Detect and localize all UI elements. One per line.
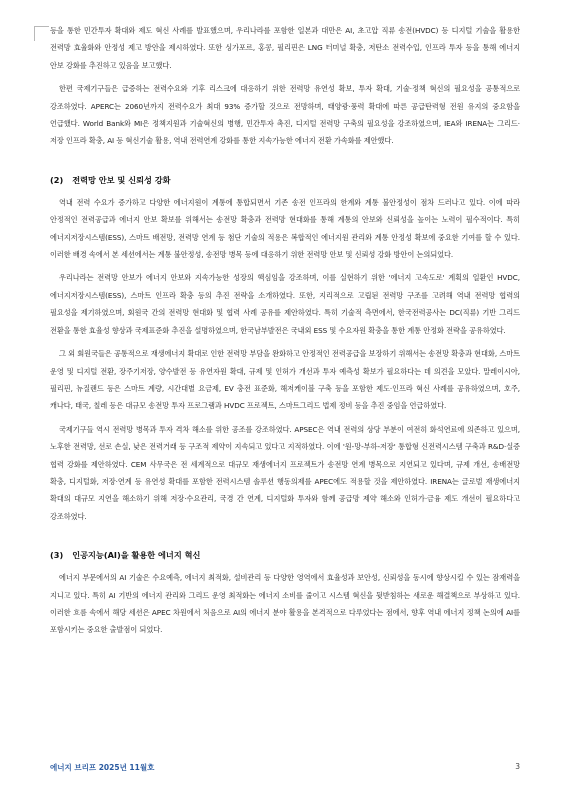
section-title: 인공지능(AI)을 활용한 에너지 혁신 [72,550,201,561]
page-body [50,22,520,645]
corner-mark [34,26,49,41]
footer-publication-title: 에너지 브리프 2025년 11월호 [50,763,155,772]
body-paragraph: 한편 국제기구들은 급증하는 전력수요와 기후 리스크에 대응하기 위한 전력망 유연성 확보, 투자 확대, 기술·정책 혁신의 필요성을 공통적으로 강조하였다. APERC는 2060년까지 전력수요가 최대 93% 증가할 것으로 전망하며, 태양광·풍력 확대에 따른 공급탄력형 전원 유지의 중요함을 언급했다. World Bank와 MI은 정책지원과 기술혁신의 병행, 민간투자 촉진, 디지털 전력망 구축의 필요성을 강조하였으며, IEA와 IRENA는 그리드·저장 인프라 확충, AI 등 혁신기술 활용, 역내 전력연계 강화를 통한 지속가능한 에너지 전환 가속화를 제안했다. [50,84,520,146]
body-paragraph: 우리나라는 전력망 안보가 에너지 안보와 지속가능한 성장의 핵심임을 강조하며, 이를 실현하기 위한 '에너지 고속도로' 계획의 일환인 HVDC, 에너지저장시스템(ESS), 스마트 인프라 확충 등의 추진 전략을 소개하였다. 또한, 지리적으로 고립된 전력망 구조를 고려해 역내 전력망 협력의 필요성을 제기하였으며, 회원국 간의 전력망 현대화 및 협력 사례 공유를 제안하였다. 특히 기술적 측면에서, 한국전력공사는 DC(직류) 기반 그리드 전환을 통한 효율성 향상과 국제표준화 추진을 설명하였으며, 한국남부발전은 국내외 ESS 및 수요자원 확충을 통한 계통 안정화 전략을 공유하였다. [50,273,520,335]
body-paragraph: 그 외 회원국들은 공통적으로 재생에너지 확대로 인한 전력망 부담을 완화하고 안정적인 전력공급을 보장하기 위해서는 송전망 확충과 현대화, 스마트 운영 및 디지털 전환, 장주기저장, 양수발전 등 유연자원 확대, 규제 및 인허가 개선과 투자 예측성 확보가 필요하다는 데 의견을 모았다. 말레이시아, 필리핀, 뉴질랜드 등은 스마트 계량, 시간대별 요금제, EV 충전 표준화, 해저케이블 구축 등을 포함한 제도·인프라 혁신 사례를 공유하였으며, 호주, 캐나다, 태국, 칠레 등은 대규모 송전망 투자 프로그램과 HVDC 프로젝트, 스마트그리드 법제 정비 등을 추진 중임을 언급하였다. [50,349,520,411]
section-number: (2) [50,174,64,185]
body-paragraph: 국제기구들 역시 전력망 병목과 투자 격차 해소를 위한 공조를 강조하였다. APSEC은 역내 전력의 상당 부분이 여전히 화석연료에 의존하고 있으며, 노후한 전력망, 선로 손실, 낮은 전력거래 등 구조적 제약이 지속되고 있다고 지적하였다. 이에 '원-망-부하-저장' 통합형 신전력시스템 구축과 R&D·실증 협력 강화를 제안하였다. CEM 사무국은 전 세계적으로 대규모 재생에너지 프로젝트가 송전망 연계 병목으로 지연되고 있다며, 규제 개선, 송배전망 확충, 디지털화, 저장·연계 등 유연성 확대를 포함한 전력시스템 솔루션 행동의제를 APEC에도 적용할 것을 제안하였다. IRENA는 글로벌 재생에너지 확대의 대규모 지연을 해소하기 위해 저장·수요관리, 국경 간 연계, 디지털화 투자와 함께 공급망 제약 해소와 인허가·금융 제도 개선이 필요하다고 강조하였다. [50,424,520,521]
section-number: (3) [50,550,64,561]
body-paragraph: 등을 통한 민간투자 확대와 제도 혁신 사례를 발표했으며, 우리나라를 포함한 일본과 대만은 AI, 초고압 직류 송전(HVDC) 등 디지털 기술을 활용한 전력망 효율화와 안정성 제고 방안을 제시하였다. 또한 싱가포르, 홍콩, 필리핀은 LNG 터미널 확충, 저탄소 전력수입, 인프라 투자 등을 통해 에너지 안보 강화를 추진하고 있음을 보고했다. [50,26,520,70]
section-title: 전력망 안보 및 신뢰성 강화 [72,174,171,185]
body-paragraph: 에너지 부문에서의 AI 기술은 수요예측, 에너지 최적화, 설비관리 등 다양한 영역에서 효율성과 보안성, 신뢰성을 동시에 향상시킬 수 있는 잠재력을 지니고 있다. 특히 AI 기반의 에너지 관리와 그리드 운영 최적화는 에너지 소비를 줄이고 시스템 혁신을 뒷받침하는 새로운 해결책으로 부상하고 있다. 이러한 흐름 속에서 해당 세션은 APEC 차원에서 처음으로 AI의 에너지 분야 활용을 본격적으로 다루었다는 점에서, 향후 역내 에너지 정책 논의에 AI를 포함시키는 중요한 출발점이 되었다. [50,573,520,635]
page-footer [50,762,520,778]
body-paragraph: 역내 전력 수요가 증가하고 다양한 에너지원이 계통에 통합되면서 기존 송전 인프라의 한계와 계통 불안정성이 점차 드러나고 있다. 이에 따라 안정적인 전력공급과 에너지 안보 확보를 위해서는 송전망 확충과 전력망 현대화를 통해 계통의 안보와 신뢰성을 높이는 노력이 필수적이다. 특히 에너지저장시스템(ESS), 스마트 배전망, 전력망 연계 등 첨단 기술의 적용은 복합적인 에너지원 관리와 계통 안정성 확보에 중요한 기여를 할 수 있다. 이러한 배경 속에서 본 세션에서는 계통 불안정성, 송전망 병목 등에 대응하기 위한 전력망 안보 및 신뢰성 강화 방안이 논의되었다. [50,197,520,260]
section-heading [50,547,520,563]
page-number: 3 [515,762,520,771]
section-heading [50,172,520,188]
